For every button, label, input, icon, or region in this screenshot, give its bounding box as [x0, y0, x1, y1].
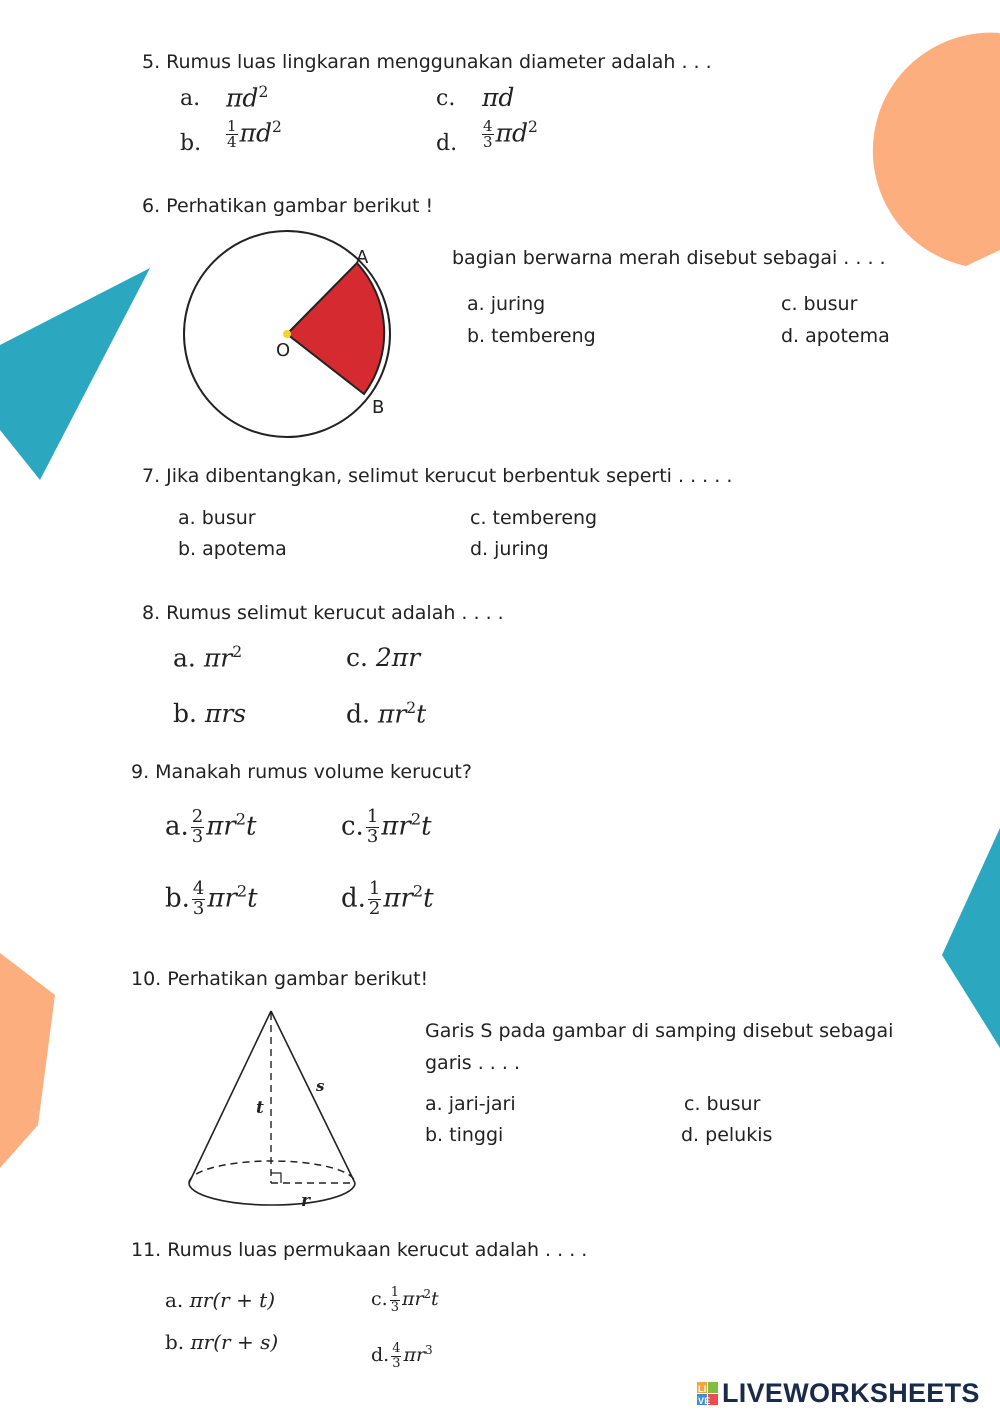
label-o: O — [276, 340, 291, 361]
q11-d-num: 4 — [392, 1341, 401, 1356]
q8-b-label: b. — [173, 699, 197, 728]
q9-b-tail: t — [247, 883, 258, 914]
q8-question: 8. Rumus selimut kerucut adalah . . . . — [142, 602, 504, 624]
q6-prompt: bagian berwarna merah disebut sebagai . . . . — [452, 247, 886, 269]
mark-top-text: LI — [698, 1384, 707, 1394]
q5-a-exp: 2 — [258, 83, 269, 101]
q9-d-num: 1 — [368, 878, 381, 899]
q5-option-b[interactable] — [224, 118, 282, 151]
q9-a-var: πr — [206, 811, 236, 842]
q9-option-c[interactable] — [341, 808, 432, 847]
label-s: s — [316, 1077, 325, 1095]
q6-option-d[interactable]: d. apotema — [781, 325, 890, 347]
q9-d-label: d. — [341, 883, 366, 914]
q8-a-exp: 2 — [232, 643, 243, 661]
label-b: B — [372, 397, 385, 418]
q5-c-label: c. — [436, 86, 456, 111]
q5-a-var: πd — [226, 83, 259, 113]
q9-a-label: a. — [165, 811, 189, 842]
q11-b-label: b. — [165, 1330, 185, 1354]
q5-d-num: 4 — [483, 116, 493, 135]
q8-option-a[interactable] — [173, 643, 242, 672]
q6-circle-figure — [170, 225, 410, 455]
q8-option-d[interactable] — [346, 699, 426, 728]
liveworksheets-logo[interactable] — [697, 1378, 980, 1409]
q10-option-a[interactable]: a. jari-jari — [425, 1093, 516, 1115]
teal-shape-right — [942, 828, 1000, 1048]
q10-cone-figure — [180, 1005, 370, 1220]
q9-b-var: πr — [207, 883, 237, 914]
q9-c-label: c. — [341, 811, 364, 842]
q5-option-c[interactable] — [482, 83, 514, 112]
q11-option-d[interactable] — [371, 1342, 433, 1370]
q6-option-a[interactable]: a. juring — [467, 293, 546, 315]
q9-a-exp: 2 — [235, 809, 246, 829]
q8-c-label: c. — [346, 643, 368, 672]
q11-question: 11. Rumus luas permukaan kerucut adalah . . . . — [131, 1239, 588, 1261]
q8-d-tail: t — [416, 699, 427, 729]
q11-d-label: d. — [371, 1344, 390, 1367]
q10-prompt-line2: garis . . . . — [425, 1052, 521, 1074]
q9-a-num: 2 — [191, 806, 204, 827]
q9-d-exp: 2 — [412, 881, 424, 901]
label-t: t — [256, 1098, 264, 1118]
q5-d-exp: 2 — [527, 118, 538, 136]
q8-b-var: πrs — [204, 699, 247, 728]
q11-c-label: c. — [371, 1288, 388, 1311]
cone-slant-edge — [271, 1011, 355, 1183]
q9-option-b[interactable] — [165, 880, 258, 919]
label-r: r — [301, 1191, 310, 1211]
q5-question: 5. Rumus luas lingkaran menggunakan diameter adalah . . . — [142, 51, 712, 73]
q5-d-den: 3 — [483, 133, 493, 152]
q11-c-exp: 2 — [423, 1286, 432, 1301]
q8-c-var: 2πr — [375, 643, 421, 672]
q5-option-a[interactable] — [226, 83, 268, 112]
q5-d-var: πd — [495, 118, 528, 148]
q10-option-c[interactable]: c. busur — [684, 1093, 761, 1115]
q5-b-exp: 2 — [271, 118, 282, 136]
q11-a-label: a. — [165, 1288, 184, 1312]
mark-bottom-text: VE — [698, 1396, 711, 1406]
q8-option-c[interactable] — [346, 643, 420, 672]
cone-base-back — [189, 1161, 355, 1183]
q9-question: 9. Manakah rumus volume kerucut? — [131, 761, 472, 783]
q7-option-c[interactable]: c. tembereng — [470, 507, 598, 529]
q11-d-var: πr — [403, 1344, 426, 1367]
cone-left-edge — [189, 1011, 271, 1183]
q11-c-var: πr — [401, 1288, 424, 1311]
q10-question: 10. Perhatikan gambar berikut! — [131, 968, 429, 990]
teal-triangle-left — [0, 268, 150, 480]
q8-option-b[interactable] — [173, 699, 246, 728]
liveworksheets-mark-icon — [697, 1382, 719, 1406]
q11-d-exp: 3 — [425, 1342, 433, 1357]
q11-c-tail: t — [431, 1288, 439, 1311]
q11-c-den: 3 — [390, 1299, 399, 1315]
q7-option-b[interactable]: b. apotema — [178, 538, 287, 560]
q8-d-var: πr — [377, 699, 407, 729]
q5-b-num: 1 — [227, 116, 237, 135]
q11-option-c[interactable] — [371, 1286, 439, 1314]
center-point — [283, 330, 291, 338]
q9-option-a[interactable] — [165, 808, 256, 847]
q6-option-c[interactable]: c. busur — [781, 293, 858, 315]
q9-b-label: b. — [165, 883, 190, 914]
q5-d-label: d. — [436, 131, 458, 156]
q9-d-tail: t — [423, 883, 434, 914]
q11-a-expr: πr(r + t) — [189, 1288, 276, 1312]
peach-hexagon-left — [0, 953, 55, 1168]
q9-c-num: 1 — [366, 806, 379, 827]
q10-option-d[interactable]: d. pelukis — [681, 1124, 773, 1146]
q9-d-var: πr — [383, 883, 413, 914]
q5-c-var: πd — [482, 83, 515, 112]
q11-d-den: 3 — [392, 1355, 401, 1371]
q9-a-tail: t — [246, 811, 257, 842]
q6-option-b[interactable]: b. tembereng — [467, 325, 596, 347]
q7-question: 7. Jika dibentangkan, selimut kerucut berbentuk seperti . . . . . — [142, 465, 733, 487]
q11-option-a[interactable] — [165, 1288, 275, 1312]
q11-option-b[interactable] — [165, 1330, 278, 1354]
q7-option-a[interactable]: a. busur — [178, 507, 256, 529]
q8-d-exp: 2 — [406, 699, 417, 717]
q5-a-label: a. — [180, 86, 201, 111]
q8-d-label: d. — [346, 699, 370, 729]
q5-b-var: πd — [239, 118, 272, 148]
q9-d-den: 2 — [368, 897, 381, 919]
q5-option-d[interactable] — [480, 118, 538, 151]
q9-b-exp: 2 — [236, 881, 248, 901]
q5-b-den: 4 — [227, 133, 237, 152]
q10-option-b[interactable]: b. tinggi — [425, 1124, 504, 1146]
q8-a-var: πr — [203, 643, 233, 673]
q5-b-label: b. — [180, 131, 202, 156]
q7-option-d[interactable]: d. juring — [470, 538, 549, 560]
q9-b-num: 4 — [192, 878, 205, 899]
q9-b-den: 3 — [192, 897, 205, 919]
logo-text: LIVEWORKSHEETS — [722, 1378, 980, 1408]
q9-c-var: πr — [381, 811, 411, 842]
q9-c-exp: 2 — [410, 809, 422, 829]
right-angle-mark — [271, 1173, 281, 1183]
label-a: A — [356, 247, 369, 268]
q10-prompt-line1: Garis S pada gambar di samping disebut sebagai — [425, 1020, 894, 1042]
q9-option-d[interactable] — [341, 880, 434, 919]
q8-a-label: a. — [173, 643, 196, 673]
q11-c-num: 1 — [390, 1285, 399, 1300]
q6-question: 6. Perhatikan gambar berikut ! — [142, 195, 434, 217]
q9-a-den: 3 — [191, 825, 204, 847]
q11-b-expr: πr(r + s) — [190, 1330, 279, 1354]
cone-base-front — [189, 1183, 355, 1205]
q9-c-tail: t — [421, 811, 432, 842]
q9-c-den: 3 — [366, 825, 379, 847]
